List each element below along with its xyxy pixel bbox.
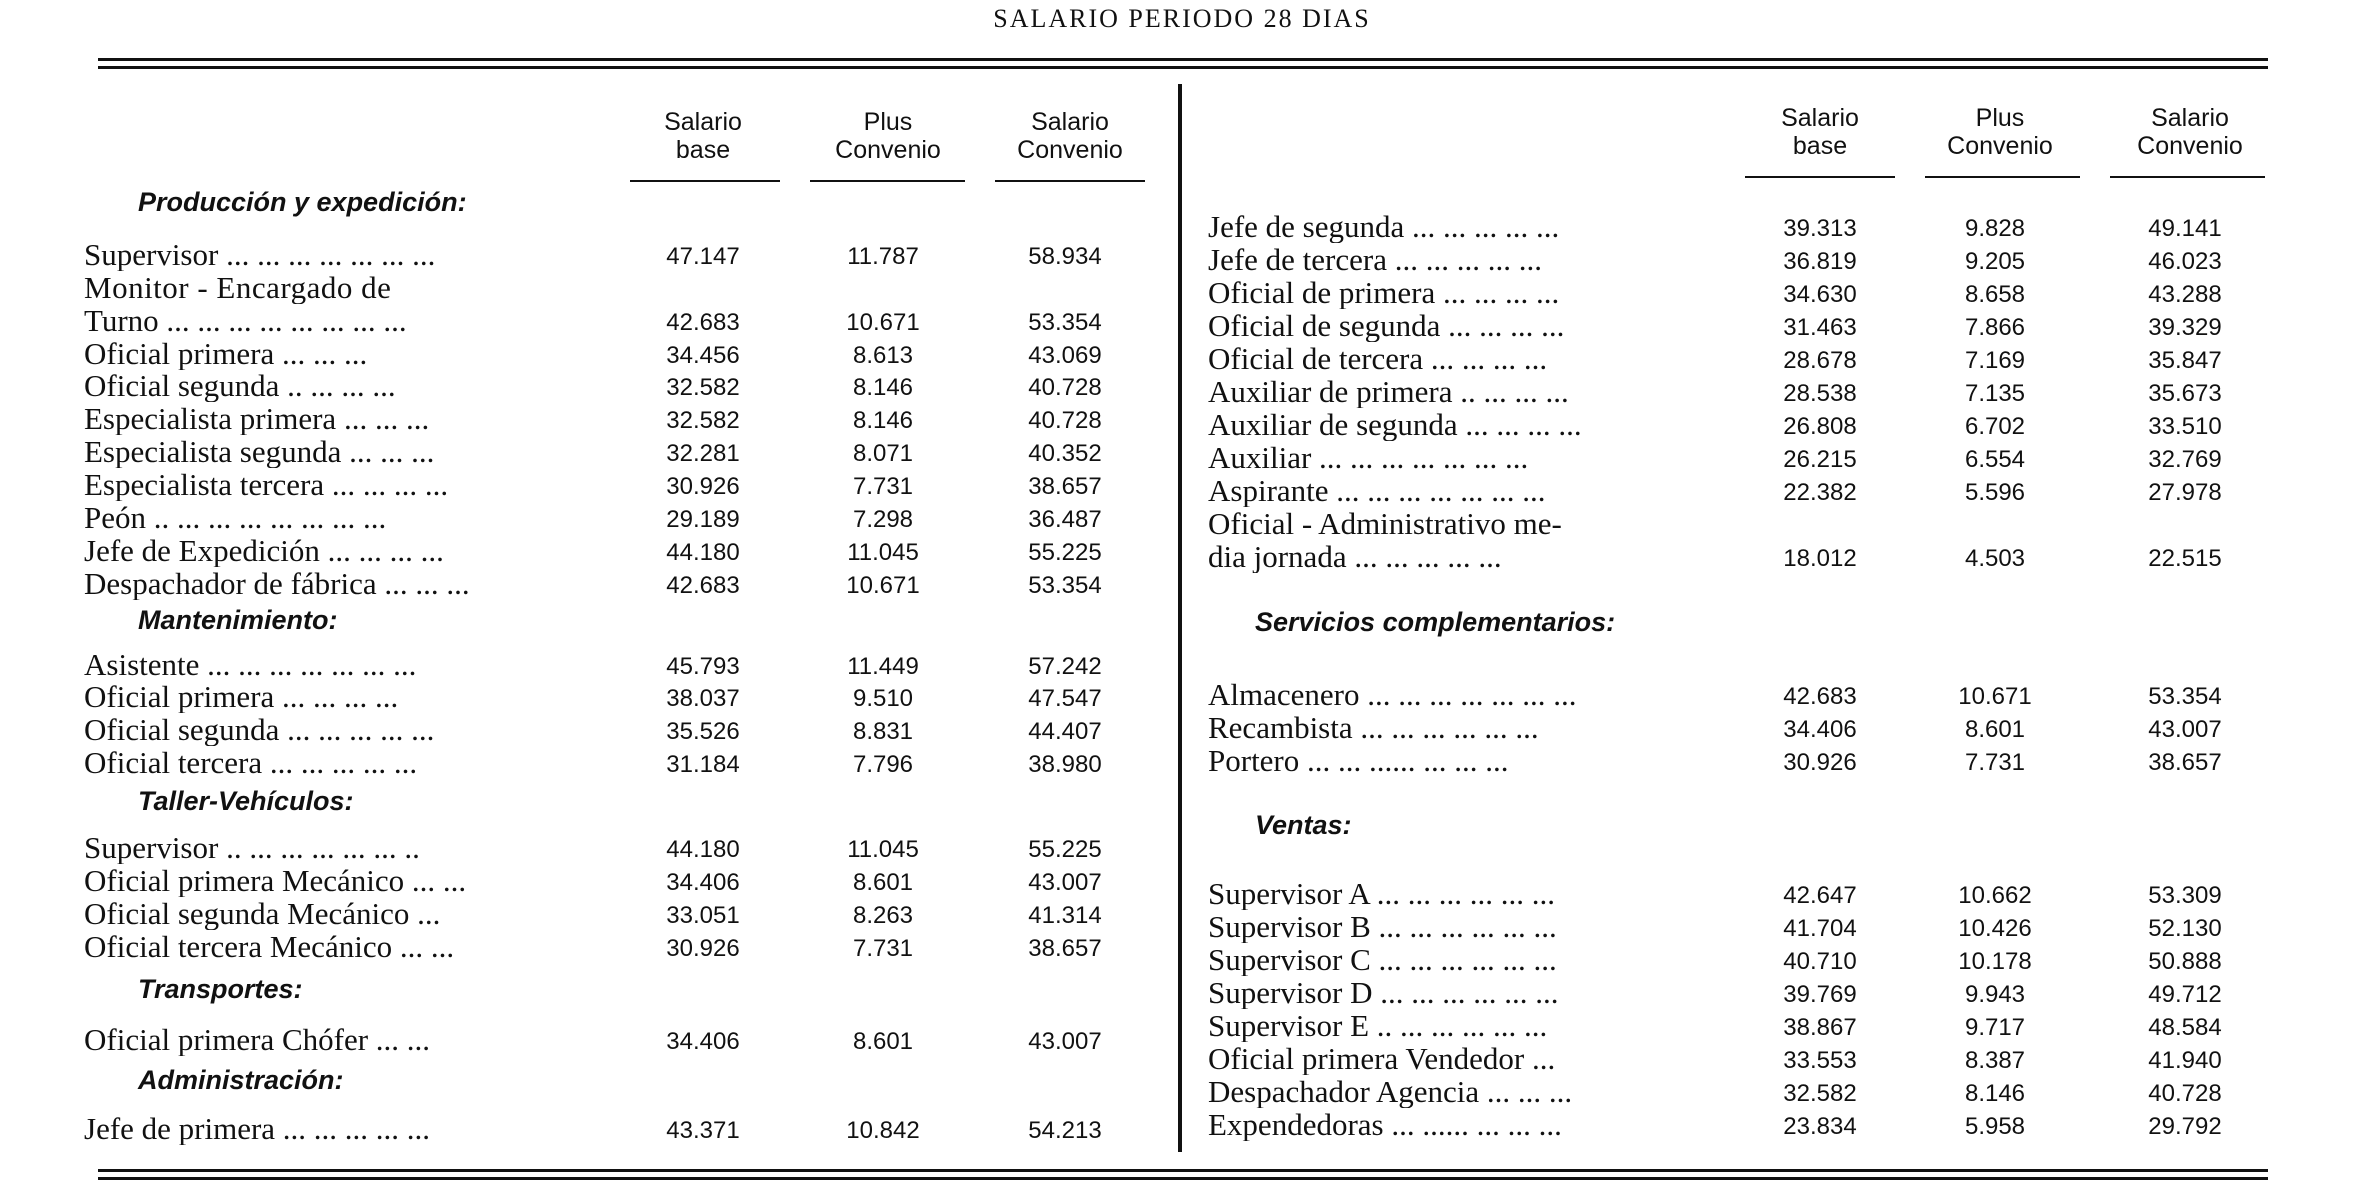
salario-convenio-value: 41.314 [1028,902,1102,929]
section-title: Ventas: [1255,810,1352,840]
salario-convenio-value: 43.007 [1028,869,1102,896]
salario-base-value: 33.051 [666,902,740,929]
salario-convenio-value: 40.352 [1028,440,1102,467]
salario-base-value: 38.867 [1783,1014,1857,1041]
row-label: Oficial primera Chófer ... ... [84,1023,431,1056]
salario-base-value: 28.538 [1783,380,1857,407]
right-header-line [1925,176,2080,178]
salario-convenio-value: 36.487 [1028,506,1102,533]
plus-convenio-value: 7.731 [852,935,914,962]
plus-convenio-value: 9.717 [1964,1014,2026,1041]
bottom-rule-1 [98,1169,2268,1172]
salario-base-value: 42.683 [666,309,740,336]
salario-convenio-value: 53.309 [2148,882,2222,909]
salario-base-value: 34.630 [1783,281,1857,308]
salario-convenio-value: 47.547 [1028,685,1102,712]
plus-convenio-value: 7.298 [852,506,914,533]
salario-base-value: 34.406 [666,1028,740,1055]
right-header-plus-convenio [1920,104,2080,160]
plus-convenio-value: 10.671 [1958,683,2032,710]
salario-base-value: 34.456 [666,342,740,369]
row-label: Auxiliar de primera .. ... ... ... [1208,375,1569,408]
salario-convenio-value: 55.225 [1028,836,1102,863]
row-label: Jefe de tercera ... ... ... ... ... [1208,243,1542,276]
plus-convenio-value: 4.503 [1964,545,2026,572]
plus-convenio-value: 10.662 [1958,882,2032,909]
salario-convenio-value: 53.354 [1028,572,1102,599]
row-label: Oficial segunda ... ... ... ... ... [84,713,435,746]
section-title: Taller-Vehículos: [138,786,354,816]
row-label: Especialista primera ... ... ... [84,402,430,435]
salario-base-value: 32.582 [1783,1080,1857,1107]
salario-convenio-value: 32.769 [2148,446,2222,473]
salario-convenio-value: 55.225 [1028,539,1102,566]
salario-convenio-value: 29.792 [2148,1113,2222,1140]
right-header-line [1745,176,1895,178]
salario-convenio-value: 40.728 [1028,407,1102,434]
salario-convenio-value: 49.712 [2148,981,2222,1008]
plus-convenio-value: 5.596 [1964,479,2026,506]
plus-convenio-value: 7.866 [1964,314,2026,341]
right-header-line [2110,176,2265,178]
row-label: Oficial segunda Mecánico ... [84,897,441,930]
left-header-line [995,180,1145,182]
salario-base-value: 42.647 [1783,882,1857,909]
row-label: Especialista segunda ... ... ... [84,435,435,468]
row-label: Oficial primera Vendedor ... [1208,1042,1556,1075]
salario-base-value: 43.371 [666,1117,740,1144]
top-rule-1 [98,58,2268,61]
salario-convenio-value: 38.657 [1028,473,1102,500]
plus-convenio-value: 7.731 [852,473,914,500]
salario-base-value: 47.147 [666,243,740,270]
salario-base-value: 39.313 [1783,215,1857,242]
plus-convenio-value: 7.731 [1964,749,2026,776]
salario-base-value: 45.793 [666,653,740,680]
salario-base-value: 26.808 [1783,413,1857,440]
plus-convenio-value: 7.169 [1964,347,2026,374]
plus-convenio-value: 9.943 [1964,981,2026,1008]
row-label: Despachador Agencia ... ... ... [1208,1075,1573,1108]
row-label: Oficial tercera ... ... ... ... ... [84,746,418,779]
row-label: dia jornada ... ... ... ... ... [1208,540,1502,573]
right-header-salario-convenio [2110,104,2270,160]
plus-convenio-value: 10.178 [1958,948,2032,975]
row-label: Supervisor D ... ... ... ... ... ... [1208,976,1559,1009]
salario-convenio-value: 33.510 [2148,413,2222,440]
plus-convenio-value: 8.601 [852,1028,914,1055]
salario-base-value: 18.012 [1783,545,1857,572]
salario-convenio-value: 46.023 [2148,248,2222,275]
row-label: Oficial tercera Mecánico ... ... [84,930,455,963]
salario-base-value: 41.704 [1783,915,1857,942]
plus-convenio-value: 8.146 [852,407,914,434]
row-label: Aspirante ... ... ... ... ... ... ... [1208,474,1546,507]
salario-convenio-value: 58.934 [1028,243,1102,270]
row-label: Almacenero ... ... ... ... ... ... ... [1208,678,1577,711]
section-title: Transportes: [138,974,303,1004]
salario-base-value: 36.819 [1783,248,1857,275]
row-label: Asistente ... ... ... ... ... ... ... [84,648,417,681]
row-label: Oficial primera ... ... ... [84,337,368,370]
salario-base-value: 23.834 [1783,1113,1857,1140]
salario-base-value: 39.769 [1783,981,1857,1008]
row-label: Supervisor C ... ... ... ... ... ... [1208,943,1557,976]
section-title: Administración: [138,1065,344,1095]
row-label: Auxiliar de segunda ... ... ... ... [1208,408,1582,441]
row-label: Supervisor ... ... ... ... ... ... ... [84,238,436,271]
salario-convenio-value: 52.130 [2148,915,2222,942]
row-label: Portero ... ... ...... ... ... ... [1208,744,1509,777]
salario-convenio-value: 54.213 [1028,1117,1102,1144]
row-label: Oficial de segunda ... ... ... ... [1208,309,1565,342]
salario-convenio-value: 43.007 [1028,1028,1102,1055]
plus-convenio-value: 8.071 [852,440,914,467]
plus-convenio-value: 6.702 [1964,413,2026,440]
left-header-salario-base [628,108,778,164]
salario-convenio-value: 38.657 [1028,935,1102,962]
left-header-line [630,180,780,182]
salario-base-value: 32.582 [666,407,740,434]
plus-convenio-value: 7.135 [1964,380,2026,407]
salario-convenio-value: 38.657 [2148,749,2222,776]
salario-base-value: 22.382 [1783,479,1857,506]
row-label: Monitor - Encargado de [84,271,392,304]
salario-base-value: 44.180 [666,539,740,566]
plus-convenio-value: 11.045 [847,539,919,566]
plus-convenio-value: 9.510 [852,685,914,712]
salario-convenio-value: 27.978 [2148,479,2222,506]
salario-convenio-value: 35.847 [2148,347,2222,374]
salario-convenio-value: 53.354 [2148,683,2222,710]
header-text: Plus Convenio [835,108,941,164]
plus-convenio-value: 8.146 [852,374,914,401]
salario-convenio-value: 49.141 [2148,215,2222,242]
salario-base-value: 31.184 [666,751,740,778]
row-label: Auxiliar ... ... ... ... ... ... ... [1208,441,1529,474]
plus-convenio-value: 8.613 [852,342,914,369]
salario-base-value: 40.710 [1783,948,1857,975]
salario-convenio-value: 38.980 [1028,751,1102,778]
salario-convenio-value: 40.728 [2148,1080,2222,1107]
row-label: Supervisor E .. ... ... ... ... ... [1208,1009,1548,1042]
plus-convenio-value: 11.449 [847,653,919,680]
salario-base-value: 28.678 [1783,347,1857,374]
row-label: Expendedoras ... ...... ... ... ... [1208,1108,1562,1141]
salario-convenio-value: 44.407 [1028,718,1102,745]
salario-convenio-value: 53.354 [1028,309,1102,336]
left-header-salario-convenio [990,108,1150,164]
salario-convenio-value: 48.584 [2148,1014,2222,1041]
plus-convenio-value: 10.426 [1958,915,2032,942]
plus-convenio-value: 9.205 [1964,248,2026,275]
plus-convenio-value: 10.671 [846,309,920,336]
plus-convenio-value: 9.828 [1964,215,2026,242]
salario-convenio-value: 43.007 [2148,716,2222,743]
header-text: Plus Convenio [1947,104,2053,160]
salario-convenio-value: 50.888 [2148,948,2222,975]
row-label: Jefe de primera ... ... ... ... ... [84,1112,431,1145]
header-text: Salario Convenio [1017,108,1123,164]
salario-base-value: 30.926 [666,935,740,962]
row-label: Jefe de Expedición ... ... ... ... [84,534,444,567]
row-label: Despachador de fábrica ... ... ... [84,567,470,600]
plus-convenio-value: 8.263 [852,902,914,929]
row-label: Oficial primera ... ... ... ... [84,680,399,713]
salario-base-value: 32.582 [666,374,740,401]
plus-convenio-value: 8.601 [1964,716,2026,743]
section-title: Producción y expedición: [138,187,467,217]
left-header-plus-convenio [808,108,968,164]
salario-base-value: 31.463 [1783,314,1857,341]
row-label: Supervisor A ... ... ... ... ... ... [1208,877,1556,910]
salario-convenio-value: 39.329 [2148,314,2222,341]
salario-base-value: 33.553 [1783,1047,1857,1074]
plus-convenio-value: 10.842 [846,1117,920,1144]
row-label: Oficial de tercera ... ... ... ... [1208,342,1548,375]
salario-base-value: 34.406 [666,869,740,896]
row-label: Oficial segunda .. ... ... ... [84,369,396,402]
row-label: Oficial de primera ... ... ... ... [1208,276,1560,309]
plus-convenio-value: 8.601 [852,869,914,896]
salario-base-value: 26.215 [1783,446,1857,473]
row-label: Oficial primera Mecánico ... ... [84,864,467,897]
top-rule-2 [98,66,2268,69]
plus-convenio-value: 8.146 [1964,1080,2026,1107]
salario-convenio-value: 35.673 [2148,380,2222,407]
plus-convenio-value: 8.658 [1964,281,2026,308]
row-label: Recambista ... ... ... ... ... ... [1208,711,1539,744]
left-header-line [810,180,965,182]
salario-base-value: 30.926 [1783,749,1857,776]
plus-convenio-value: 6.554 [1964,446,2026,473]
salario-convenio-value: 40.728 [1028,374,1102,401]
row-label: Peón .. ... ... ... ... ... ... ... [84,501,387,534]
salario-base-value: 32.281 [666,440,740,467]
salario-base-value: 34.406 [1783,716,1857,743]
row-label: Turno ... ... ... ... ... ... ... ... [84,304,407,337]
row-label: Oficial - Administrativo me- [1208,507,1562,540]
section-title: Mantenimiento: [138,605,338,635]
header-text: Salario base [664,108,742,164]
header-text: Salario base [1781,104,1859,160]
salario-base-value: 29.189 [666,506,740,533]
salario-convenio-value: 43.069 [1028,342,1102,369]
salario-base-value: 42.683 [1783,683,1857,710]
plus-convenio-value: 5.958 [1964,1113,2026,1140]
header-text: Salario Convenio [2137,104,2243,160]
plus-convenio-value: 8.831 [852,718,914,745]
salario-convenio-value: 41.940 [2148,1047,2222,1074]
salario-base-value: 30.926 [666,473,740,500]
row-label: Supervisor B ... ... ... ... ... ... [1208,910,1557,943]
bottom-rule-2 [98,1177,2268,1180]
salario-base-value: 35.526 [666,718,740,745]
row-label: Supervisor .. ... ... ... ... ... .. [84,831,420,864]
salario-convenio-value: 22.515 [2148,545,2222,572]
salario-convenio-value: 43.288 [2148,281,2222,308]
row-label: Especialista tercera ... ... ... ... [84,468,449,501]
salario-base-value: 38.037 [666,685,740,712]
plus-convenio-value: 10.671 [846,572,920,599]
salario-base-value: 44.180 [666,836,740,863]
column-divider [1178,84,1182,1152]
right-header-salario-base [1745,104,1895,160]
salario-base-value: 42.683 [666,572,740,599]
plus-convenio-value: 7.796 [852,751,914,778]
plus-convenio-value: 8.387 [1964,1047,2026,1074]
plus-convenio-value: 11.045 [847,836,919,863]
salario-convenio-value: 57.242 [1028,653,1102,680]
page-title: SALARIO PERIODO 28 DIAS [993,4,1371,33]
section-title: Servicios complementarios: [1255,607,1616,637]
plus-convenio-value: 11.787 [847,243,919,270]
row-label: Jefe de segunda ... ... ... ... ... [1208,210,1560,243]
